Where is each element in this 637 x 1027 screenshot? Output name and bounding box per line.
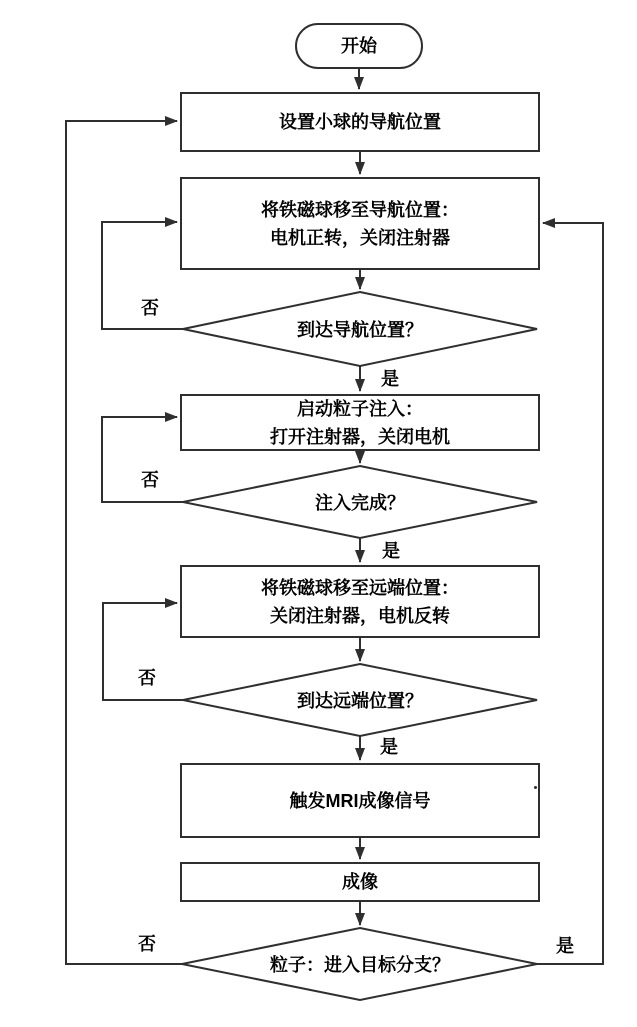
edge-label-no-reached-distal: 否: [138, 668, 156, 688]
edge-label-yes-injection-complete: 是: [382, 541, 400, 561]
decision-reached-nav-label: 到达导航位置？: [297, 320, 423, 340]
process-move-ball-to-distal-line2: 关闭注射器，电机反转: [270, 605, 450, 626]
process-trigger-mri-signal-text: 触发MRI成像信号: [289, 790, 431, 811]
process-move-ball-to-distal: [180, 565, 540, 638]
decision-target-branch-label: 粒子：进入目标分支？: [270, 955, 450, 975]
decision-injection-complete-label: 注入完成？: [315, 493, 405, 513]
decision-reached-distal-label: 到达远端位置？: [297, 691, 423, 711]
process-start-particle-injection-line1: 启动粒子注入：: [297, 398, 423, 419]
process-move-ball-to-nav: [180, 177, 540, 270]
start-terminal: [295, 23, 423, 69]
process-imaging: [180, 862, 540, 902]
edge-label-no-target-branch: 否: [138, 934, 156, 954]
edge-label-yes-reached-nav: 是: [381, 369, 399, 389]
edge-label-no-injection-complete: 否: [141, 470, 159, 490]
edge-label-yes-reached-distal: 是: [380, 737, 398, 757]
process-move-ball-to-distal-line1: 将铁磁球移至远端位置：: [261, 577, 459, 598]
edge-label-no-reached-nav: 否: [141, 298, 159, 318]
edge-label-yes-target-branch: 是: [556, 936, 574, 956]
process-start-particle-injection: [180, 394, 540, 451]
process-imaging-text: 成像: [342, 872, 378, 892]
stray-dot: [534, 786, 537, 789]
edge-target-branch-yes-loop: [537, 223, 603, 964]
process-move-ball-to-nav-line1: 将铁磁球移至导航位置：: [261, 199, 459, 220]
edge-target-branch-no-loop: [66, 121, 182, 964]
process-trigger-mri-signal: [180, 763, 540, 838]
process-start-particle-injection-line2: 打开注射器，关闭电机: [270, 426, 450, 447]
process-set-nav-position: [180, 92, 540, 152]
process-set-nav-position-text: 设置小球的导航位置: [279, 112, 441, 132]
process-move-ball-to-nav-line2: 电机正转，关闭注射器: [270, 227, 450, 248]
start-label: 开始: [341, 36, 377, 56]
